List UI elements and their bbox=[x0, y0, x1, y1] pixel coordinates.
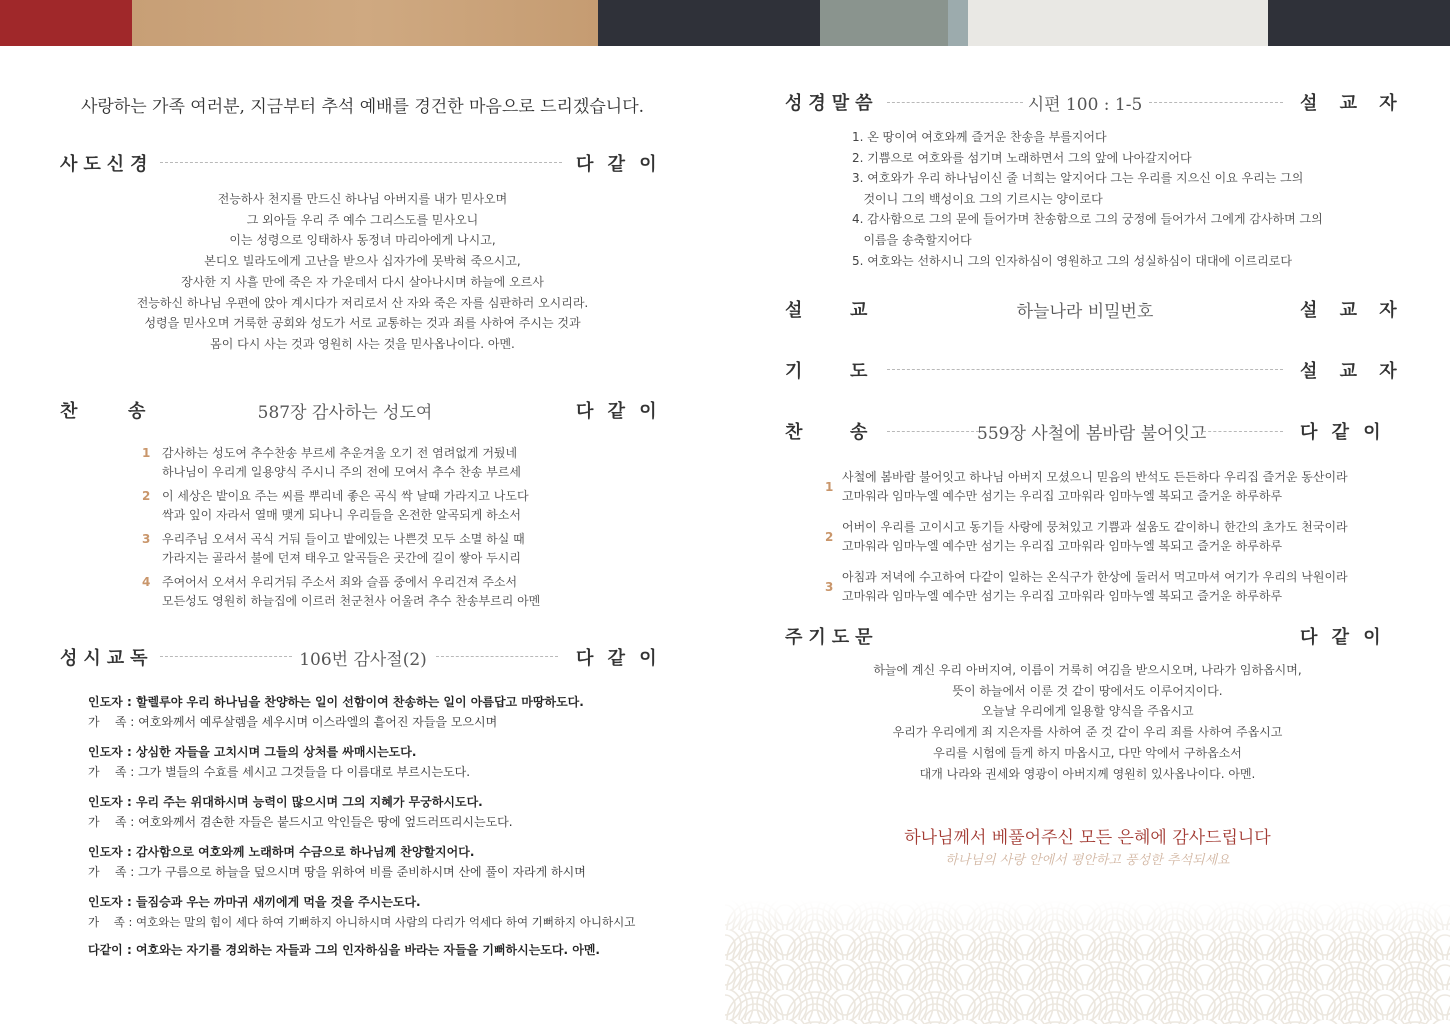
responsive-pair bbox=[88, 742, 470, 782]
sermon-title-a: 설 bbox=[785, 300, 803, 321]
scripture-leader: 설 교 자 bbox=[1300, 93, 1405, 114]
verse-line: 가라지는 골라서 불에 던져 태우고 알곡들은 곳간에 길이 쌓아 두시리 bbox=[162, 551, 521, 565]
creed-line: 전능하신 하나님 우편에 앉아 계시다가 저리로서 산 자와 죽은 자를 심판하러 오시리라. bbox=[136, 295, 589, 310]
hymn-verse bbox=[142, 573, 702, 613]
band-dark bbox=[598, 0, 820, 46]
prayer-line: 우리가 우리에게 죄 지은자를 사하여 준 것 같이 우리 죄를 사하여 주옵시고 bbox=[892, 725, 1283, 740]
prayer-line: 대개 나라와 권세와 영광이 아버지께 영원히 있사옵나이다. 아멘. bbox=[919, 766, 1256, 781]
sermon-topic: 하늘나라 비밀번호 bbox=[1016, 302, 1154, 322]
sermon-leader: 설 교 자 bbox=[1300, 300, 1405, 321]
verse-line: 하나님이 우리게 일용양식 주시니 주의 전에 모여서 추수 찬송 부르세 bbox=[162, 465, 521, 479]
hymn-title-b: 송 bbox=[850, 422, 868, 443]
responsive-pair bbox=[88, 692, 584, 732]
scripture-line: 4. 감사함으로 그의 문에 들어가며 찬송함으로 그의 궁정에 들어가서 그에게 감사하며 그의 bbox=[852, 212, 1323, 227]
verse-line: 아침과 저녁에 수고하여 다같이 일하는 온식구가 한상에 둘러서 먹고마셔 여기가 우리의 낙원이라 bbox=[842, 570, 1348, 584]
band-red bbox=[0, 0, 132, 46]
hymn-verse bbox=[825, 468, 1445, 508]
verse-number: 1 bbox=[142, 446, 151, 460]
left-page bbox=[0, 46, 725, 1024]
scripture-line: 3. 여호와가 우리 하나님이신 줄 너희는 알지어다 그는 우리를 지으신 이요 우리는 그의 bbox=[852, 171, 1304, 186]
prayer-title-b: 도 bbox=[850, 361, 868, 382]
scripture-dash-right bbox=[1149, 102, 1283, 103]
hymn-leader: 다 같 이 bbox=[1300, 422, 1385, 443]
family-line: 가 족 : 여호와는 말의 힘이 세다 하여 기뻐하지 아니하시며 사람의 다리가 억세다 하여 기뻐하지 아니하시고 bbox=[88, 915, 636, 929]
creed-line: 몸이 다시 사는 것과 영원히 사는 것을 믿사옵나이다. 아멘. bbox=[210, 336, 515, 351]
family-line: 가 족 : 여호와께서 겸손한 자들은 붙드시고 악인들은 땅에 엎드러뜨리시는도다. bbox=[88, 815, 513, 829]
verse-number: 3 bbox=[825, 580, 834, 594]
prayer-line: 오늘날 우리에게 일용할 양식을 주옵시고 bbox=[981, 704, 1194, 719]
leader-line: 인도자 : 들짐승과 우는 까마귀 새끼에게 먹을 것을 주시는도다. bbox=[88, 895, 421, 909]
verse-line: 주여어서 오셔서 우리거둬 주소서 죄와 슬픔 중에서 우리건져 주소서 bbox=[162, 575, 518, 589]
prayer-dash bbox=[887, 369, 1283, 370]
verse-line: 사철에 봄바람 불어잇고 하나님 아버지 모셨으니 믿음의 반석도 든든하다 우리집 즐거운 동산이라 bbox=[842, 470, 1348, 484]
scripture-line: 5. 여호와는 선하시니 그의 인자하심이 영원하고 그의 성실하심이 대대에 이르리로다 bbox=[852, 253, 1292, 268]
verse-line: 어버이 우리를 고이시고 동기들 사랑에 뭉쳐있고 기쁨과 설움도 같이하니 한간의 초가도 천국이라 bbox=[842, 520, 1348, 534]
family-line: 가 족 : 그가 구름으로 하늘을 덮으시며 땅을 위하여 비를 준비하시며 산에 풀이 자라게 하시며 bbox=[88, 865, 586, 879]
hymn-verse bbox=[142, 530, 702, 570]
lords-prayer-text bbox=[725, 660, 1450, 784]
family-line: 가 족 : 그가 별들의 수효를 세시고 그것들을 다 이름대로 부르시는도다. bbox=[88, 765, 471, 779]
hymn-verse bbox=[142, 487, 702, 527]
verse-line: 고마워라 임마누엘 예수만 섬기는 우리집 고마워라 임마누엘 복되고 즐거운 하루하루 bbox=[842, 489, 1283, 503]
creed-line: 그 외아들 우리 주 예수 그리스도를 믿사오니 bbox=[246, 212, 479, 227]
scripture-line: 것이니 그의 백성이요 그의 기르시는 양이로다 bbox=[852, 191, 1103, 206]
verse-line: 싹과 잎이 자라서 열매 맺게 되나니 우리들을 온전한 알곡되게 하소서 bbox=[162, 508, 521, 522]
intro-text: 사랑하는 가족 여러분, 지금부터 추석 예배를 경건한 마음으로 드리겠습니다. bbox=[80, 97, 645, 117]
scripture-line: 이름을 송축할지어다 bbox=[852, 232, 972, 247]
scripture-title: 성경말씀 bbox=[785, 93, 879, 114]
hymn-verse bbox=[825, 518, 1445, 558]
creed-leader: 다 같 이 bbox=[576, 154, 661, 175]
leader-line: 인도자 : 감사함으로 여호와께 노래하며 수금으로 하나님께 찬양할지어다. bbox=[88, 845, 475, 859]
prayer-line: 뜻이 하늘에서 이룬 것 같이 땅에서도 이루어지이다. bbox=[952, 683, 1223, 698]
leader-line: 인도자 : 상심한 자들을 고치시며 그들의 상처를 싸매시는도다. bbox=[88, 745, 417, 759]
verse-number: 1 bbox=[825, 480, 834, 494]
verse-line: 모든성도 영원히 하늘집에 이르러 천군천사 어울려 추수 찬송부르리 아멘 bbox=[162, 594, 541, 608]
creed-line: 장사한 지 사흘 만에 죽은 자 가운데서 다시 살아나시며 하늘에 오르사 bbox=[181, 274, 544, 289]
scripture-dash-left bbox=[887, 102, 1023, 103]
top-color-band bbox=[0, 0, 1450, 46]
hymn-song-title: 559장 사철에 봄바람 불어잇고 bbox=[977, 424, 1207, 444]
scripture-reference: 시편 100 : 1-5 bbox=[1027, 95, 1143, 115]
responsive-reading: 106번 감사절(2) bbox=[299, 650, 427, 670]
responsive-leader: 다 같 이 bbox=[576, 648, 661, 669]
creed-line: 성령을 믿사오며 거룩한 공회와 성도가 서로 교통하는 것과 죄를 사하여 주시는 것과 bbox=[144, 316, 581, 331]
hymn-title-a: 찬 bbox=[785, 422, 803, 443]
band-sage bbox=[820, 0, 948, 46]
verse-line: 고마워라 임마누엘 예수만 섬기는 우리집 고마워라 임마누엘 복되고 즐거운 하루하루 bbox=[842, 589, 1283, 603]
responsive-dash-right bbox=[436, 656, 558, 657]
responsive-pair bbox=[88, 892, 635, 932]
hymn-leader: 다 같 이 bbox=[576, 401, 661, 422]
leader-line: 인도자 : 할렐루야 우리 하나님을 찬양하는 일이 선함이여 찬송하는 일이 아름답고 마땅하도다. bbox=[88, 695, 584, 709]
hymn-title-b: 송 bbox=[128, 401, 146, 422]
verse-number: 2 bbox=[142, 489, 151, 503]
band-slate bbox=[948, 0, 968, 46]
verse-line: 우리주님 오셔서 곡식 거둬 들이고 밭에있는 나쁜것 모두 소멸 하실 때 bbox=[162, 532, 525, 546]
verse-number: 2 bbox=[825, 530, 834, 544]
thanks-message: 하나님께서 베풀어주신 모든 은혜에 감사드립니다 bbox=[904, 828, 1271, 848]
hymn-title-a: 찬 bbox=[60, 401, 78, 422]
verse-line: 고마워라 임마누엘 예수만 섬기는 우리집 고마워라 임마누엘 복되고 즐거운 하루하루 bbox=[842, 539, 1283, 553]
hymn-verse bbox=[825, 568, 1445, 608]
family-line: 가 족 : 여호와께서 예루살렘을 세우시며 이스라엘의 흩어진 자들을 모으시며 bbox=[88, 715, 498, 729]
verse-line: 이 세상은 밭이요 주는 씨를 뿌리네 좋은 곡식 싹 날때 가라지고 나도다 bbox=[162, 489, 529, 503]
leader-line: 인도자 : 우리 주는 위대하시며 능력이 많으시며 그의 지혜가 무궁하시도다. bbox=[88, 795, 483, 809]
sermon-title-b: 교 bbox=[850, 300, 868, 321]
lords-prayer-leader: 다 같 이 bbox=[1300, 627, 1385, 648]
prayer-line: 하늘에 계신 우리 아버지여, 이름이 거룩히 여김을 받으시오며, 나라가 임하옵시며, bbox=[873, 663, 1302, 677]
responsive-pair bbox=[88, 792, 513, 832]
hymn-dash-left bbox=[887, 431, 979, 432]
verse-number: 4 bbox=[142, 575, 151, 589]
responsive-pair bbox=[88, 842, 586, 882]
band-dark-right bbox=[1268, 0, 1450, 46]
prayer-title-a: 기 bbox=[785, 361, 803, 382]
hymn-verse bbox=[142, 444, 702, 484]
responsive-dash-left bbox=[160, 656, 292, 657]
responsive-final: 다같이 : 여호와는 자기를 경외하는 자들과 그의 인자하심을 바라는 자들을 기뻐하시는도다. 아멘. bbox=[88, 943, 600, 957]
band-kraft bbox=[132, 0, 598, 46]
prayer-leader: 설 교 자 bbox=[1300, 361, 1405, 382]
hymn-song-title: 587장 감사하는 성도여 bbox=[257, 403, 433, 423]
creed-dash bbox=[160, 162, 562, 163]
right-page bbox=[725, 46, 1450, 1024]
prayer-line: 우리를 시험에 들게 하지 마옵시고, 다만 악에서 구하옵소서 bbox=[933, 745, 1242, 760]
verse-line: 감사하는 성도여 추수찬송 부르세 추운겨울 오기 전 염려없게 거뒀네 bbox=[162, 446, 518, 460]
creed-title: 사도신경 bbox=[60, 154, 154, 175]
lords-prayer-title: 주기도문 bbox=[785, 627, 879, 648]
creed-line: 이는 성령으로 잉태하사 동정녀 마리아에게 나시고, bbox=[229, 233, 496, 248]
wave-pattern-decoration bbox=[725, 900, 1450, 1024]
scripture-line: 2. 기쁨으로 여호와를 섬기며 노래하면서 그의 앞에 나아갈지어다 bbox=[852, 150, 1192, 165]
responsive-title: 성시교독 bbox=[60, 648, 154, 669]
creed-line: 전능하사 천지를 만드신 하나님 아버지를 내가 믿사오며 bbox=[217, 192, 508, 206]
creed-text bbox=[0, 189, 725, 355]
blessing-calligraphy: 하나님의 사랑 안에서 평안하고 풍성한 추석되세요 bbox=[945, 853, 1230, 868]
creed-line: 본디오 빌라도에게 고난을 받으사 십자가에 못박혀 죽으시고, bbox=[204, 254, 521, 269]
scripture-text bbox=[852, 127, 1323, 271]
verse-number: 3 bbox=[142, 532, 151, 546]
band-light bbox=[968, 0, 1268, 46]
scripture-line: 1. 온 땅이여 여호와께 즐거운 찬송을 부를지어다 bbox=[852, 130, 1107, 144]
hymn-dash-right bbox=[1203, 431, 1283, 432]
